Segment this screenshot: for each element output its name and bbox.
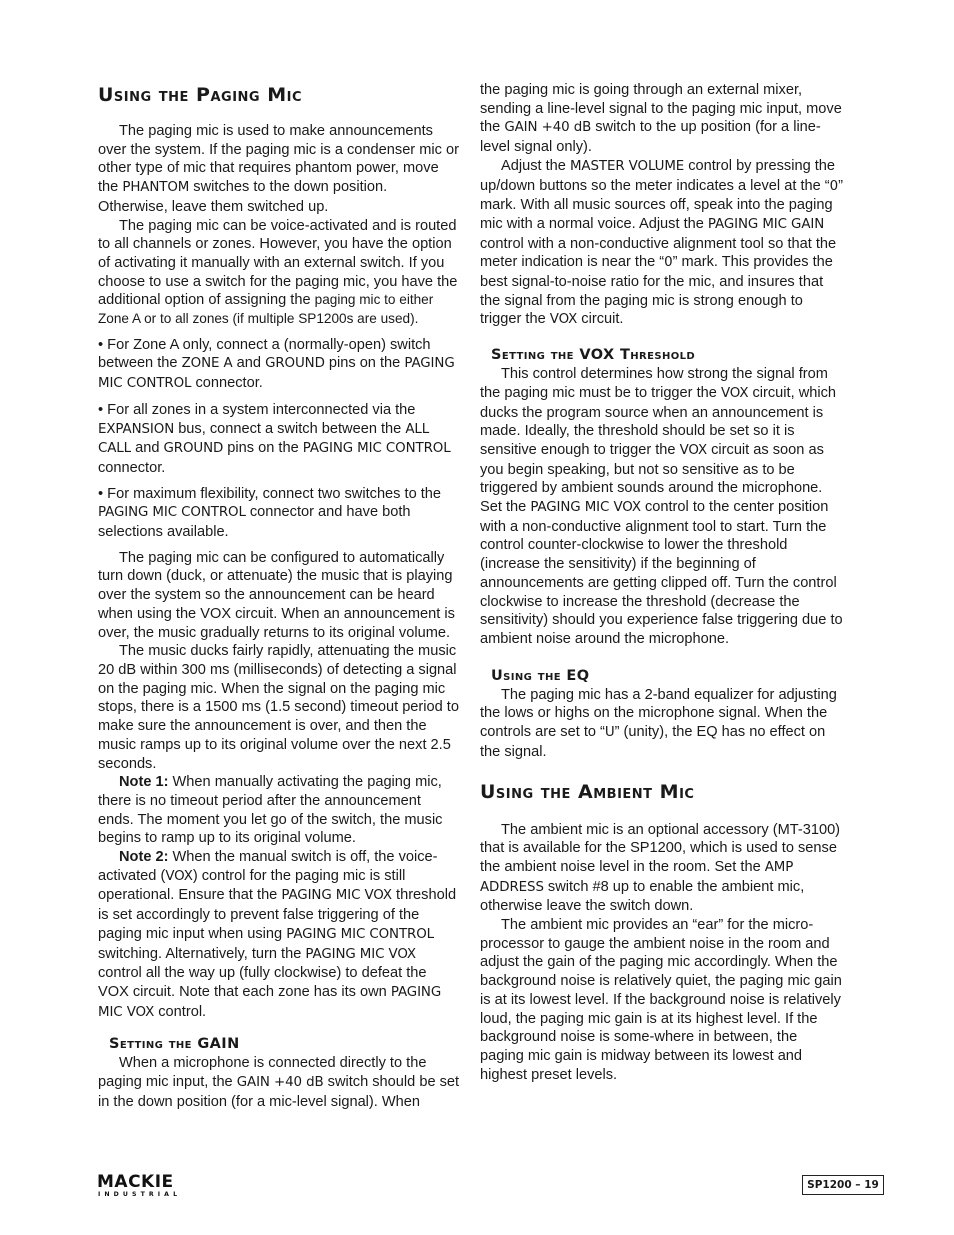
paragraph: This control determines how strong the signal from the paging mic must be to trigger the VOX circuit, which ducks the program source when an announcement is made. Ideally, the threshold should be set so it is sensitive enough to trigger the VOX circuit as soon as you begin speaking, but not so sensitive as to be triggered by ambient sounds around the microphone. Set the PAGING MIC VOX control to the center position with a non-conductive alignment tool to start. Turn the control counter-clockwise to lower the threshold (increase the sensitivity) if the beginning of announcements are getting clipped off. Turn the control clockwise to increase the threshold (decrease the sensitivity) should you experience false triggering due to ambient noise around the microphone.: [480, 366, 843, 647]
paragraph: The ambient mic is an optional accessory (MT-3100) that is available for the SP1200, which is used to sense the ambient noise level in the room. Set the AMP ADDRESS switch #8 up to enable the ambient mic, otherwise leave the switch down.: [480, 821, 841, 915]
bullet-item: • For maximum flexibility, connect two switches to the PAGING MIC CONTROL connector and have both selections available.: [98, 485, 442, 541]
left-column: [98, 80, 460, 1111]
section-heading-paging-mic: Using the Paging Mic: [98, 84, 302, 106]
paragraph: The ambient mic provides an “ear” for the micro-processor to gauge the ambient noise in the room and adjust the gain of the paging mic accordingly. When the background noise is relatively quiet, the paging mic gain is at its lowest level. If the background noise is relatively loud, the paging mic gain is at its highest level. If the background noise is some-where in between, the paging mic gain is midway between its lowest and highest preset levels.: [480, 917, 842, 1083]
note-2: Note 2: When the manual switch is off, the voice-activated (VOX) control for the paging mic is still operational. Ensure that the PAGING MIC VOX threshold is set accordingly to prevent false triggering of the paging mic input when using PAGING MIC CONTROL switching. Alternatively, turn the PAGING MIC VOX control all the way up (fully clockwise) to defeat the VOX circuit. Note that each zone has its own PAGING MIC VOX control.: [98, 849, 457, 1020]
bullet-item: • For all zones in a system interconnected via the EXPANSION bus, connect a switch between the ALL CALL and GROUND pins on the PAGING MIC CONTROL connector.: [98, 401, 451, 476]
paragraph: Adjust the MASTER VOLUME control by pressing the up/down buttons so the meter indicates a level at the “0” mark. With all music sources off, speak into the paging mic with a normal voice. Adjust the PAGING MIC GAIN control with a non-conductive alignment tool so that the meter indication is near the “0” mark. This provides the best signal-to-noise ratio for the mic, and insures that the signal from the paging mic is strong enough to trigger the VOX circuit.: [480, 157, 843, 328]
paragraph: The paging mic is used to make announcements over the system. If the paging mic is a condenser mic or other type of mic that requires phantom power, move the PHANTOM switches to the down position. Otherwise, leave them switched up.: [98, 123, 459, 215]
mackie-industrial-logo: [97, 1172, 211, 1198]
paragraph: The paging mic can be voice-activated and is routed to all channels or zones. However, you have the option of activating it manually with an external switch. If you choose to use a switch for the paging mic, you have the additional option of assigning the paging mic to either Zone A or to all zones (if multiple SP1200s are used).: [98, 217, 458, 327]
svg-text:INDUSTRIAL: INDUSTRIAL: [98, 1191, 182, 1198]
bullet-item: • For Zone A only, connect a (normally-open) switch between the ZONE A and GROUND pins on the PAGING MIC CONTROL connector.: [98, 336, 455, 392]
subheading-setting-gain: Setting the GAIN: [109, 1036, 240, 1053]
subheading-vox-threshold: Setting the VOX Threshold: [491, 347, 696, 364]
paragraph: The paging mic can be configured to automatically turn down (duck, or attenuate) the music that is playing over the system so the announcement can be heard when using the VOX circuit. When an announcement is over, the music gradually returns to its original volume.: [98, 549, 455, 641]
right-column: [480, 81, 845, 1084]
svg-text:MACKIE: MACKIE: [97, 1172, 174, 1192]
paragraph: When a microphone is connected directly to the paging mic input, the GAIN +40 dB switch should be set in the down position (for a mic-level signal). When: [98, 1055, 460, 1110]
note-1: Note 1: When manually activating the paging mic, there is no timeout period after the announcement ends. The moment you let go of the switch, the music begins to ramp up to its original volume.: [98, 774, 443, 847]
section-heading-ambient-mic: Using the Ambient Mic: [480, 780, 695, 803]
page-number-badge: SP1200 – 19: [802, 1175, 884, 1195]
subheading-using-eq: Using the EQ: [491, 667, 590, 684]
paragraph: The music ducks fairly rapidly, attenuating the music 20 dB within 300 ms (milliseconds) of detecting a signal on the paging mic. When the signal on the paging mic stops, there is a 1500 ms (1.5 second) timeout period to make sure the announcement is over, and then the music ramps up to its original volume over the next 2.5 seconds.: [98, 643, 459, 772]
paragraph: the paging mic is going through an external mixer, sending a line-level signal to the paging mic input, move the GAIN +40 dB switch to the up position (for a line-level signal only).: [480, 82, 842, 156]
paragraph: The paging mic has a 2-band equalizer for adjusting the lows or highs on the microphone signal. When the controls are set to “U” (unity), the EQ has no effect on the signal.: [480, 686, 837, 760]
